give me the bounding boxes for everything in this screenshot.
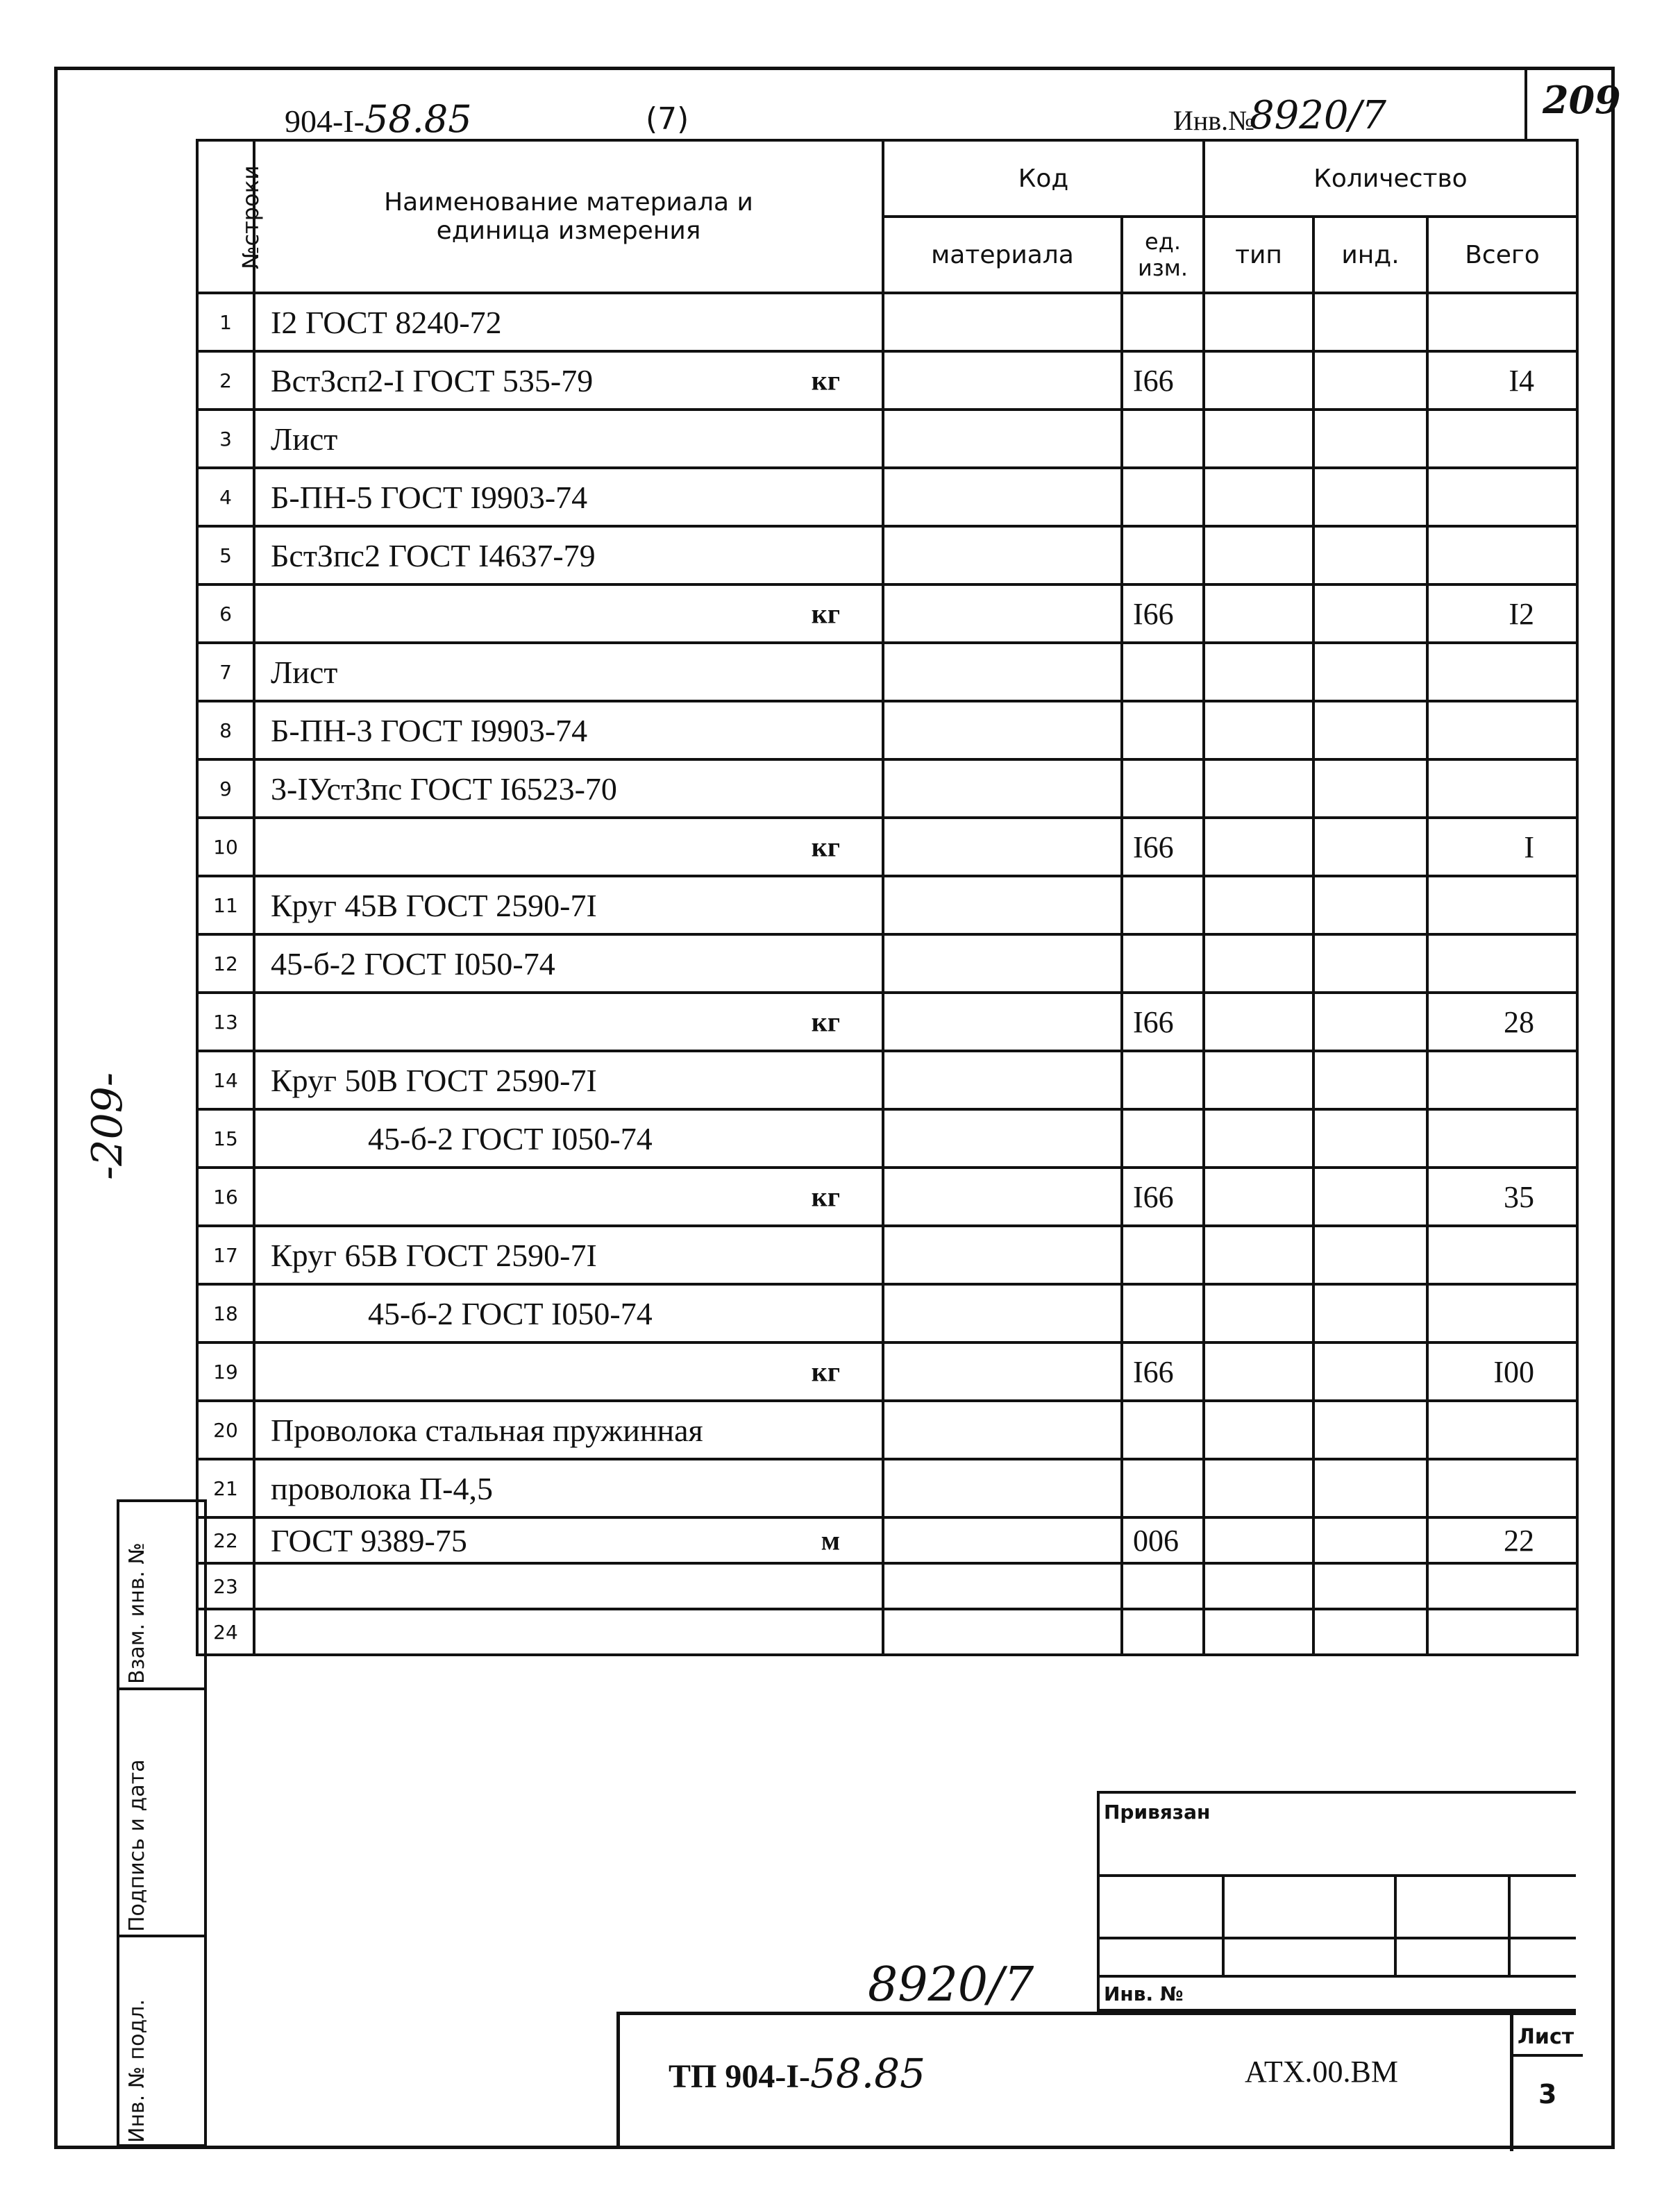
material-code (883, 293, 1122, 351)
qty-type (1204, 1342, 1313, 1401)
page-number: 209 (1543, 78, 1621, 122)
material-code (883, 993, 1122, 1051)
material-name (254, 1609, 883, 1655)
row-number: 5 (197, 526, 254, 584)
table-row (197, 1226, 1577, 1284)
unit-code (1122, 1609, 1204, 1655)
table-row (197, 818, 1577, 876)
qty-total (1427, 643, 1577, 701)
qty-type (1204, 293, 1313, 351)
qty-type (1204, 1109, 1313, 1168)
unit-code: I66 (1122, 1168, 1204, 1226)
qty-ind (1313, 293, 1427, 351)
col-row-no-header: №строки (197, 140, 254, 293)
material-code (883, 1168, 1122, 1226)
qty-total (1427, 1226, 1577, 1284)
qty-type (1204, 876, 1313, 934)
qty-ind (1313, 1168, 1427, 1226)
qty-type (1204, 934, 1313, 993)
material-code (883, 1109, 1122, 1168)
material-name (254, 584, 883, 643)
qty-total (1427, 1051, 1577, 1109)
stamp-inv-no: Инв. № (1104, 1982, 1184, 2005)
material-name-text: БстЗпс2 ГОСТ I4637-79 (271, 537, 596, 573)
material-code (883, 1226, 1122, 1284)
qty-ind (1313, 1563, 1427, 1609)
table-row (197, 1284, 1577, 1342)
material-name-text: Лист (271, 654, 338, 690)
side-label-podpis-data: Подпись и дата (125, 1759, 149, 1932)
side-label-inv-podl: Инв. № подл. (125, 1999, 149, 2143)
title-sheet-box (1510, 2015, 1579, 2151)
row-number: 6 (197, 584, 254, 643)
qty-type (1204, 468, 1313, 526)
title-tp-code: ТП 904-I-58.85 (669, 2050, 926, 2097)
col-code-material-header: материала (883, 217, 1122, 293)
unit-code: 006 (1122, 1517, 1204, 1563)
qty-ind (1313, 993, 1427, 1051)
material-code (883, 1051, 1122, 1109)
unit-label: кг (811, 1181, 840, 1213)
material-name-text: проволока П-4,5 (271, 1470, 493, 1506)
row-number: 14 (197, 1051, 254, 1109)
qty-ind (1313, 410, 1427, 468)
title-tp-code-handwritten: 58.85 (810, 2050, 926, 2097)
material-name-text: Круг 65В ГОСТ 2590-7I (271, 1237, 597, 1273)
material-name-text: I2 ГОСТ 8240-72 (271, 304, 502, 340)
table-row (197, 1459, 1577, 1517)
qty-type (1204, 1051, 1313, 1109)
row-number: 23 (197, 1563, 254, 1609)
material-name (254, 818, 883, 876)
material-code (883, 468, 1122, 526)
unit-code (1122, 1109, 1204, 1168)
row-number: 7 (197, 643, 254, 701)
row-number: 10 (197, 818, 254, 876)
material-name (254, 1226, 883, 1284)
material-code (883, 526, 1122, 584)
material-name (254, 351, 883, 410)
col-code-header: Код (883, 140, 1204, 217)
material-code (883, 1563, 1122, 1609)
material-name-text: Б-ПН-5 ГОСТ I9903-74 (271, 479, 588, 515)
material-code (883, 410, 1122, 468)
materials-table (196, 139, 1579, 1656)
material-code (883, 1401, 1122, 1459)
material-name (254, 701, 883, 759)
material-code (883, 934, 1122, 993)
qty-ind (1313, 1459, 1427, 1517)
material-name-text: Лист (271, 421, 338, 457)
col-name-header: Наименование материала и единица измерения (254, 140, 883, 293)
qty-total (1427, 876, 1577, 934)
table-row (197, 1609, 1577, 1655)
header-inv-label: Инв.№ (1173, 105, 1255, 136)
table-row (197, 1517, 1577, 1563)
qty-type (1204, 584, 1313, 643)
unit-label: кг (811, 364, 840, 396)
material-name-text: Круг 45В ГОСТ 2590-7I (271, 887, 597, 923)
material-name-text: 45-б-2 ГОСТ I050-74 (368, 1295, 653, 1331)
qty-total (1427, 410, 1577, 468)
header-doc-code-handwritten: 58.85 (364, 97, 472, 141)
qty-total (1427, 468, 1577, 526)
qty-ind (1313, 818, 1427, 876)
material-code (883, 351, 1122, 410)
qty-total (1427, 1401, 1577, 1459)
row-number: 1 (197, 293, 254, 351)
title-sheet-label: Лист (1518, 2025, 1574, 2049)
row-number: 4 (197, 468, 254, 526)
table-row (197, 1401, 1577, 1459)
title-doc-code: АТХ.00.ВМ (1245, 2055, 1399, 2089)
table-row (197, 526, 1577, 584)
unit-code: I66 (1122, 1342, 1204, 1401)
page-number-box (1524, 67, 1621, 139)
material-name (254, 1459, 883, 1517)
table-row (197, 410, 1577, 468)
material-name (254, 1168, 883, 1226)
material-code (883, 701, 1122, 759)
material-name (254, 1517, 883, 1563)
row-number: 18 (197, 1284, 254, 1342)
unit-code: I66 (1122, 584, 1204, 643)
table-row (197, 293, 1577, 351)
unit-label: кг (811, 1356, 840, 1388)
material-code (883, 1342, 1122, 1401)
material-code (883, 643, 1122, 701)
qty-type (1204, 818, 1313, 876)
title-block (616, 2012, 1576, 2148)
row-number: 24 (197, 1609, 254, 1655)
side-block-inv-podl (117, 1935, 207, 2147)
row-number: 22 (197, 1517, 254, 1563)
unit-label: кг (811, 1006, 840, 1038)
unit-code (1122, 759, 1204, 818)
qty-ind (1313, 1109, 1427, 1168)
table-row (197, 1563, 1577, 1609)
qty-type (1204, 1563, 1313, 1609)
row-number: 9 (197, 759, 254, 818)
unit-code (1122, 1459, 1204, 1517)
handwritten-page-number: -209- (83, 1072, 132, 1180)
qty-ind (1313, 1517, 1427, 1563)
material-name-text: ВстЗсп2-I ГОСТ 535-79 (271, 362, 594, 398)
stamp-privyazan: Привязан (1104, 1801, 1211, 1824)
unit-code (1122, 1226, 1204, 1284)
row-number: 12 (197, 934, 254, 993)
material-name-text: 45-б-2 ГОСТ I050-74 (368, 1120, 653, 1156)
material-name (254, 876, 883, 934)
qty-total: I00 (1427, 1342, 1577, 1401)
side-label-vzam-inv: Взам. инв. № (125, 1542, 149, 1684)
unit-code (1122, 934, 1204, 993)
qty-total (1427, 1284, 1577, 1342)
qty-ind (1313, 876, 1427, 934)
table-row (197, 351, 1577, 410)
qty-total: 35 (1427, 1168, 1577, 1226)
unit-label: кг (811, 831, 840, 863)
qty-total (1427, 526, 1577, 584)
material-name (254, 1342, 883, 1401)
row-number: 19 (197, 1342, 254, 1401)
qty-total: I4 (1427, 351, 1577, 410)
table-row (197, 468, 1577, 526)
material-name (254, 759, 883, 818)
qty-ind (1313, 1401, 1427, 1459)
table-row (197, 1168, 1577, 1226)
material-code (883, 1284, 1122, 1342)
material-name (254, 934, 883, 993)
material-name (254, 468, 883, 526)
qty-type (1204, 1168, 1313, 1226)
material-code (883, 1609, 1122, 1655)
material-name (254, 1284, 883, 1342)
material-name-text: Б-ПН-3 ГОСТ I9903-74 (271, 712, 588, 748)
qty-ind (1313, 1609, 1427, 1655)
row-number: 17 (197, 1226, 254, 1284)
qty-ind (1313, 934, 1427, 993)
unit-code (1122, 293, 1204, 351)
qty-type (1204, 1284, 1313, 1342)
table-row (197, 1342, 1577, 1401)
title-sheet-number: 3 (1538, 2079, 1557, 2110)
material-name-text: Проволока стальная пружинная (271, 1412, 703, 1448)
qty-type (1204, 1401, 1313, 1459)
unit-code: I66 (1122, 993, 1204, 1051)
stamp-handwritten-inv: 8920/7 (868, 1957, 1034, 2012)
material-name (254, 526, 883, 584)
unit-code (1122, 410, 1204, 468)
col-code-unit-header: ед. изм. (1122, 217, 1204, 293)
qty-ind (1313, 759, 1427, 818)
row-number: 20 (197, 1401, 254, 1459)
table-row (197, 701, 1577, 759)
material-code (883, 1459, 1122, 1517)
table-row (197, 584, 1577, 643)
side-block-vzam (117, 1499, 207, 1690)
material-name-text: 45-б-2 ГОСТ I050-74 (271, 945, 555, 982)
row-number: 21 (197, 1459, 254, 1517)
material-name (254, 410, 883, 468)
material-name (254, 993, 883, 1051)
material-code (883, 818, 1122, 876)
unit-code (1122, 876, 1204, 934)
qty-type (1204, 1609, 1313, 1655)
unit-label: м (821, 1524, 840, 1556)
qty-total (1427, 293, 1577, 351)
material-name (254, 293, 883, 351)
row-number: 2 (197, 351, 254, 410)
material-code (883, 1517, 1122, 1563)
unit-code (1122, 526, 1204, 584)
unit-code (1122, 1401, 1204, 1459)
qty-type (1204, 993, 1313, 1051)
row-number: 13 (197, 993, 254, 1051)
qty-total (1427, 701, 1577, 759)
qty-type (1204, 351, 1313, 410)
qty-ind (1313, 1284, 1427, 1342)
material-code (883, 759, 1122, 818)
qty-ind (1313, 1226, 1427, 1284)
qty-type (1204, 701, 1313, 759)
material-name-text: 3-IУстЗпс ГОСТ I6523-70 (271, 771, 617, 807)
qty-total (1427, 1459, 1577, 1517)
unit-code (1122, 1284, 1204, 1342)
row-number: 3 (197, 410, 254, 468)
side-block-podpis (117, 1687, 207, 1937)
material-name-text: ГОСТ 9389-75 (271, 1522, 467, 1558)
row-number: 16 (197, 1168, 254, 1226)
material-code (883, 876, 1122, 934)
qty-total: I2 (1427, 584, 1577, 643)
qty-type (1204, 526, 1313, 584)
qty-total (1427, 1609, 1577, 1655)
unit-code (1122, 1051, 1204, 1109)
qty-ind (1313, 643, 1427, 701)
table-row (197, 1051, 1577, 1109)
material-name (254, 643, 883, 701)
material-name (254, 1109, 883, 1168)
qty-total: 22 (1427, 1517, 1577, 1563)
table-row (197, 993, 1577, 1051)
unit-code: I66 (1122, 351, 1204, 410)
col-qty-header: Количество (1204, 140, 1577, 217)
col-qty-ind-header: инд. (1313, 217, 1427, 293)
qty-total (1427, 1563, 1577, 1609)
table-row (197, 1109, 1577, 1168)
material-name (254, 1563, 883, 1609)
header-sheet-in-parens: (7) (646, 101, 689, 137)
row-number: 11 (197, 876, 254, 934)
row-number: 8 (197, 701, 254, 759)
unit-code (1122, 1563, 1204, 1609)
material-code (883, 584, 1122, 643)
material-name (254, 1401, 883, 1459)
qty-total (1427, 1109, 1577, 1168)
qty-total: I (1427, 818, 1577, 876)
qty-type (1204, 643, 1313, 701)
qty-type (1204, 1517, 1313, 1563)
table-row (197, 643, 1577, 701)
unit-code (1122, 643, 1204, 701)
qty-type (1204, 410, 1313, 468)
header-inv-number: 8920/7 (1250, 93, 1387, 138)
qty-total (1427, 759, 1577, 818)
qty-total: 28 (1427, 993, 1577, 1051)
qty-ind (1313, 584, 1427, 643)
unit-code: I66 (1122, 818, 1204, 876)
qty-ind (1313, 701, 1427, 759)
qty-ind (1313, 1051, 1427, 1109)
material-name-text: Круг 50В ГОСТ 2590-7I (271, 1062, 597, 1098)
qty-ind (1313, 351, 1427, 410)
unit-code (1122, 701, 1204, 759)
table-row (197, 876, 1577, 934)
table-row (197, 759, 1577, 818)
qty-type (1204, 1226, 1313, 1284)
qty-type (1204, 1459, 1313, 1517)
qty-ind (1313, 468, 1427, 526)
table-row (197, 934, 1577, 993)
qty-ind (1313, 526, 1427, 584)
qty-type (1204, 759, 1313, 818)
unit-code (1122, 468, 1204, 526)
material-name (254, 1051, 883, 1109)
qty-total (1427, 934, 1577, 993)
qty-ind (1313, 1342, 1427, 1401)
col-qty-type-header: тип (1204, 217, 1313, 293)
unit-label: кг (811, 598, 840, 630)
header-doc-code: 904-I-58.85 (285, 97, 472, 141)
row-number: 15 (197, 1109, 254, 1168)
col-qty-total-header: Всего (1427, 217, 1577, 293)
